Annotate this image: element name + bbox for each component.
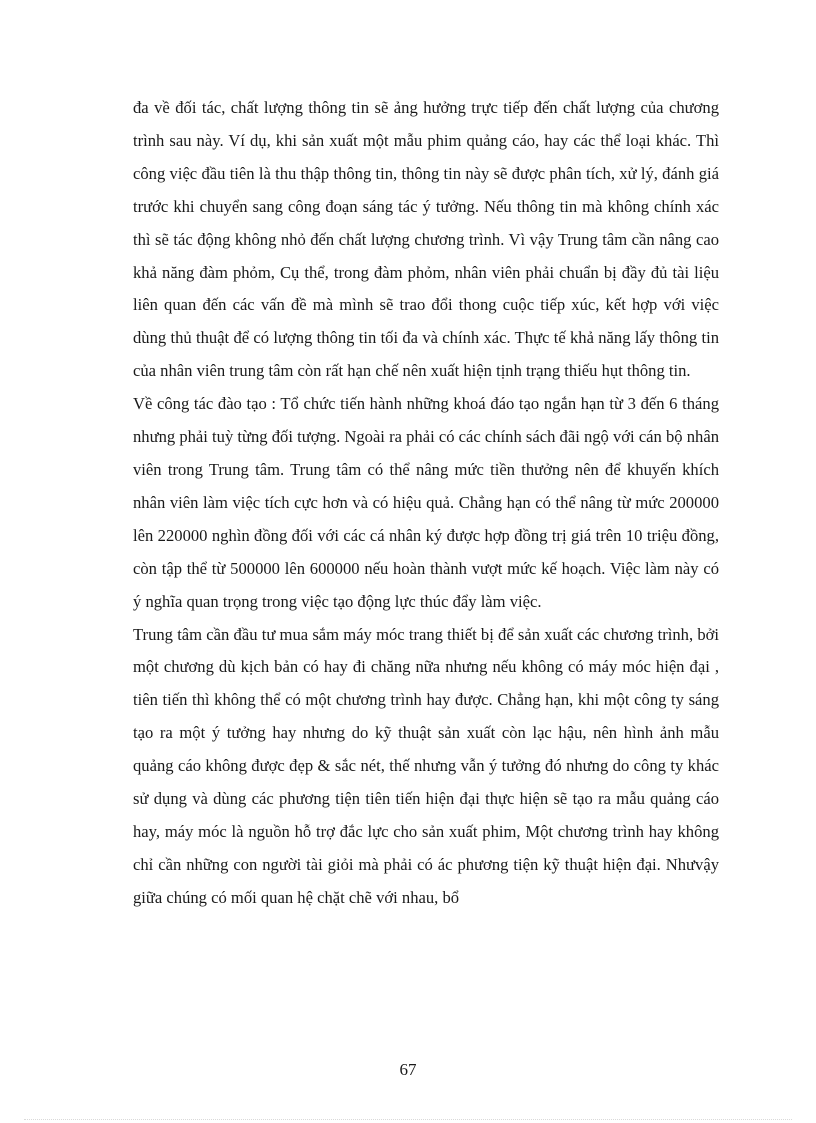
paragraph-training: Về công tác đào tạo : Tổ chức tiến hành những khoá đáo tạo ngắn hạn từ 3 đến 6 tháng nhưng phải tuỳ từng đối tượng. Ngoài ra phải có các chính sách đãi ngộ với cán bộ nhân viên trong Trung tâm. Trung tâm có thể nâng mức tiền thưởng nên để khuyến khích nhân viên làm việc tích cực hơn và có hiệu quả. Chẳng hạn có thể nâng từ mức 200000 lên 220000 nghìn đồng đối với các cá nhân ký được hợp đồng trị giá trên 10 triệu đồng, còn tập thể từ 500000 lên 600000 nếu hoàn thành vượt mức kế hoạch. Việc làm này có ý nghĩa quan trọng trong việc tạo động lực thúc đẩy làm việc. bbox=[133, 394, 719, 611]
page-number: 67 bbox=[399, 1060, 417, 1079]
paragraph-equipment-investment: Trung tâm cần đầu tư mua sắm máy móc trang thiết bị để sản xuất các chương trình, bởi một chương dù kịch bản có hay đi chăng nữa nhưng nếu không có máy móc hiện đại , tiên tiến thì không thể có một chương trình hay được. Chẳng hạn, khi một công ty sáng tạo ra một ý tưởng hay nhưng do kỹ thuật sản xuất còn lạc hậu, nên hình ảnh mẫu quảng cáo không được đẹp & sắc nét, thế nhưng vẫn ý tưởng đó nhưng do công ty khác sử dụng và dùng các phương tiện tiên tiến hiện đại thực hiện sẽ tạo ra mẫu quảng cáo hay, máy móc là nguồn hỗ trợ đắc lực cho sản xuất phim, Một chương trình hay không chỉ cần những con người tài giỏi mà phải có ác phương tiện kỹ thuật hiện đại. Nhưvậy giữa chúng có mối quan hệ chặt chẽ với nhau, bổ bbox=[133, 624, 719, 907]
bottom-divider bbox=[24, 1119, 792, 1120]
body-text bbox=[133, 92, 719, 915]
paragraph-partner-information: đa về đối tác, chất lượng thông tin sẽ ảng hưởng trực tiếp đến chất lượng của chương trình sau này. Ví dụ, khi sản xuất một mẫu phim quảng cáo, hay các thể loại khác. Thì công việc đầu tiên là thu thập thông tin, thông tin này sẽ được phân tích, xử lý, đánh giá trước khi chuyển sang công đoạn sáng tác ý tưởng. Nếu thông tin mà không chính xác thì sẽ tác động không nhỏ đến chất lượng chương trình. Vì vậy Trung tâm cần nâng cao khả năng đàm phỏm, Cụ thể, trong đàm phỏm, nhân viên phải chuẩn bị đầy đủ tài liệu liên quan đến các vấn đề mà mình sẽ trao đổi thong cuộc tiếp xúc, kết hợp với việc dùng thủ thuật để có lượng thông tin tối đa và chính xác. Thực tế khả năng lấy thông tin của nhân viên trung tâm còn rất hạn chế nên xuất hiện tịnh trạng thiếu hụt thông tin. bbox=[133, 98, 719, 381]
